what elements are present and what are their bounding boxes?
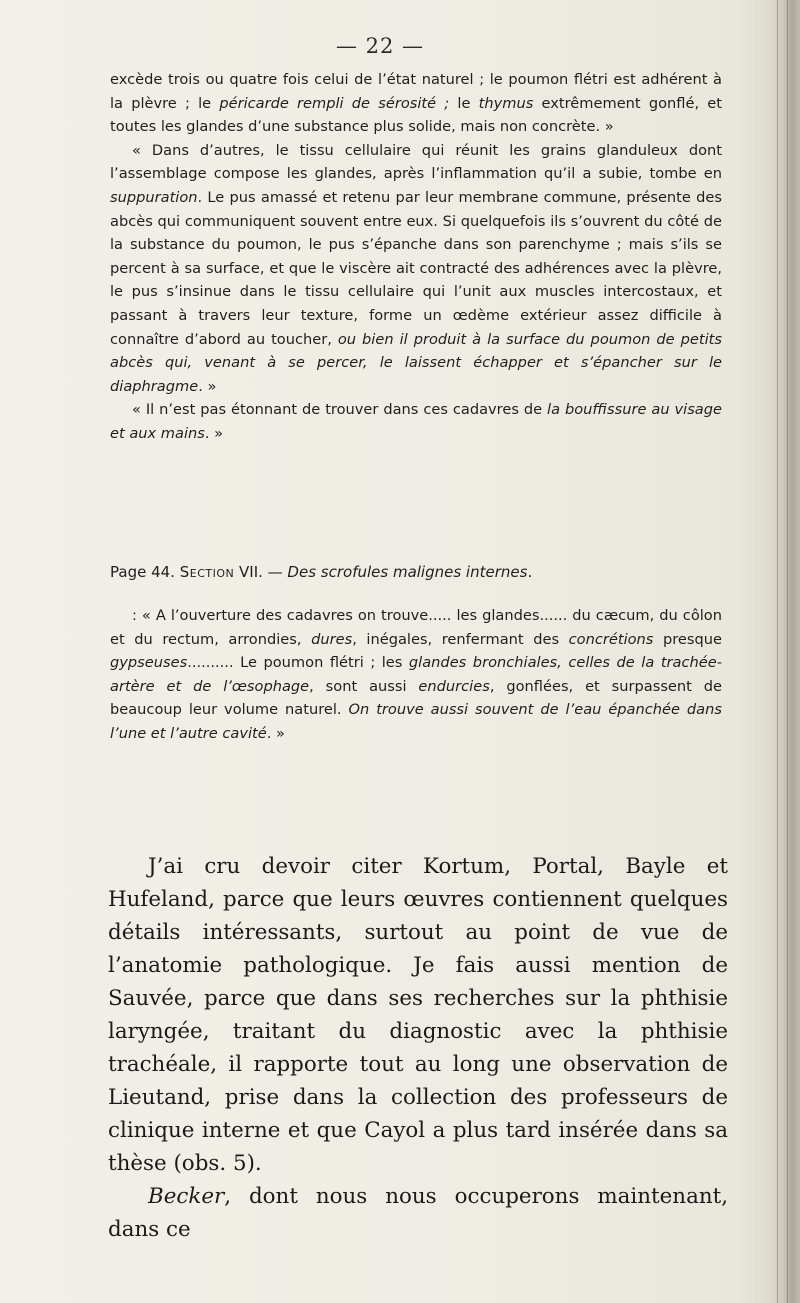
italic-run: On trouve aussi souvent de l’eau épanchée dans l’une et l’autre cavité <box>110 701 722 742</box>
italic-run: gypseuses <box>110 654 188 672</box>
body-text <box>108 850 728 1246</box>
text-run: , sont aussi <box>309 677 419 695</box>
italic-run: Des scrofules malignes internes <box>287 563 528 581</box>
italic-run: suppuration <box>110 188 198 206</box>
paragraph <box>110 139 722 399</box>
paragraph <box>110 604 722 746</box>
text-run: , gonflées, et surpassent de beaucoup leur volume naturel. <box>110 677 723 719</box>
small-caps-run: Section <box>179 563 235 581</box>
text-run: . <box>527 563 533 581</box>
italic-run: dures <box>311 630 353 648</box>
paragraph <box>110 398 722 445</box>
text-run: presque <box>653 630 722 648</box>
text-run: .......... Le poumon flétri ; les <box>187 654 409 672</box>
text-run: extrêmement gonflé, et toutes les glandes d’une substance plus solide, mais non concrète. » <box>110 94 722 136</box>
italic-run: Becker <box>148 1184 225 1209</box>
quotation-block-2 <box>110 604 722 746</box>
text-run: . » <box>204 424 224 442</box>
text-run: le <box>449 94 479 112</box>
paragraph <box>110 68 722 139</box>
page-edge-line <box>787 0 788 1303</box>
page-edge-line <box>777 0 778 1303</box>
page-number: — 22 — <box>335 34 425 58</box>
text-run: . Le pus amassé et retenu par leur membrane commune, présente des abcès qui communiquent souvent entre eux. Si quelquefois ils s’ouvrent du côté de la substance du poumon, le pus s’épanche dans son parenchyme ; mais s’ils se percent à sa surface, et que le viscère ait contracté des adhérences avec la plèvre, le pus s’insinue dans le tissu cellulaire qui l’unit aux muscles intercostaux, et passant à travers leur texture, forme un œdème extérieur assez difficile à connaître d’abord au toucher, <box>110 188 722 348</box>
text-run: : « A l’ouverture des cadavres on trouve..... les glandes...... du cæcum, du côlon et du rectum, arrondies, <box>110 607 722 648</box>
text-run: J’ai cru devoir citer Kortum, Portal, Bayle et Hufeland, parce que leurs œuvres contiennent quelques détails intéressants, surtout au point de vue de l’anatomie pathologique. Je fais aussi mention de Sauvée, parce que dans ses recherches sur la phthisie laryngée, traitant du diagnostic avec la phthisie trachéale, il rapporte tout au long une observation de Lieutand, prise dans la collection des professeurs de clinique interne et que Cayol a plus tard insérée dans sa thèse (obs. 5). <box>108 854 728 1176</box>
italic-run: glandes bronchiales, celles de la trachée-artère et de l’œsophage <box>110 654 722 695</box>
section-heading <box>110 560 722 584</box>
page-edge-shadow <box>770 0 800 1303</box>
text-run: . » <box>266 724 285 742</box>
text-run: « Il n’est pas étonnant de trouver dans ces cadavres de <box>132 401 548 419</box>
italic-run: ou bien il produit à la surface du poumon de petits abcès qui, venant à se percer, le laissent échapper et s’épancher sur le diaphragme <box>110 330 722 395</box>
paragraph <box>108 850 728 1180</box>
italic-run: la bouffissure au visage et aux mains <box>110 401 722 442</box>
italic-run: concrétions <box>568 630 654 648</box>
text-run: Page 44. <box>110 563 180 581</box>
text-run: , dont nous nous occuperons maintenant, dans ce <box>108 1184 728 1242</box>
text-run: , inégales, renfermant des <box>352 630 569 648</box>
quotation-block-1 <box>110 68 722 446</box>
text-run: excède trois ou quatre fois celui de l’état naturel ; le poumon flétri est adhérent à la plèvre ; le <box>110 71 722 112</box>
italic-run: péricarde rempli de sérosité ; <box>219 94 450 112</box>
text-run: . » <box>198 377 217 395</box>
text-run: « Dans d’autres, le tissu cellulaire qui réunit les grains glanduleux dont l’assemblage compose les glandes, après l’inflammation qu’il a subie, tombe en <box>110 141 722 183</box>
text-run: VII. — <box>234 563 288 581</box>
italic-run: thymus <box>478 94 534 112</box>
italic-run: endurcies <box>418 677 490 695</box>
paragraph <box>108 1180 728 1246</box>
